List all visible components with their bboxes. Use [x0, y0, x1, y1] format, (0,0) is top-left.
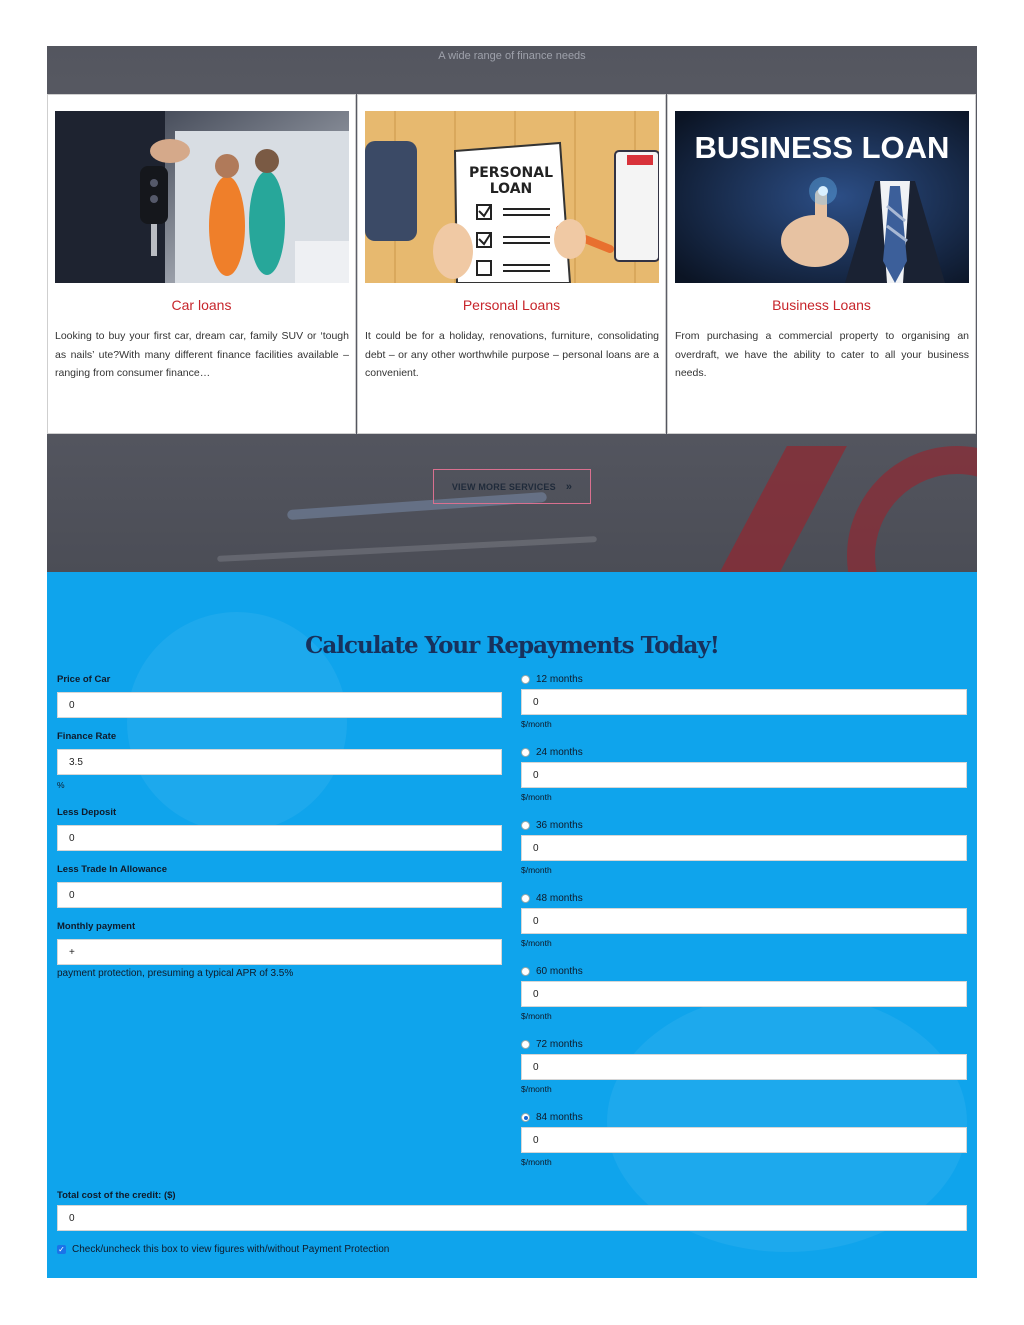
term-unit: $/month [521, 719, 552, 729]
trade-in-allowance-label: Less Trade In Allowance [57, 864, 167, 875]
term-option-12[interactable] [521, 674, 583, 685]
radio-button[interactable] [521, 748, 530, 757]
card-title[interactable]: Business Loans [772, 297, 871, 313]
radio-button[interactable] [521, 967, 530, 976]
repayment-calculator [47, 572, 977, 1278]
term-72-payment-field[interactable]: 0 [521, 1054, 967, 1080]
finance-rate-label: Finance Rate [57, 731, 117, 742]
total-cost-label: Total cost of the credit: ($) [57, 1190, 176, 1201]
trade-in-allowance-input[interactable]: 0 [57, 882, 502, 908]
card-description: Looking to buy your first car, dream car, family SUV or ‘tough as nails’ ute?With many different finance facilities available – ranging from consumer finance… [55, 330, 349, 379]
payment-protection-note: payment protection, presuming a typical APR of 3.5% [57, 968, 294, 979]
term-unit: $/month [521, 1084, 552, 1094]
business-loan-banner-text: BUSINESS LOAN [694, 130, 950, 165]
total-cost-input[interactable]: 0 [57, 1205, 967, 1231]
term-option-36[interactable] [521, 820, 583, 831]
radio-button[interactable] [521, 894, 530, 903]
view-more-services-label: VIEW MORE SERVICES [451, 481, 556, 492]
term-36-payment-field[interactable]: 0 [521, 835, 967, 861]
term-unit: $/month [521, 865, 552, 875]
personal-loan-illustration [365, 111, 659, 283]
term-label: 12 months [536, 674, 583, 685]
payment-protection-toggle[interactable] [57, 1244, 389, 1255]
price-of-car-label: Price of Car [57, 674, 111, 685]
card-description: From purchasing a commercial property to organising an overdraft, we have the ability to cater to all your business needs. [675, 330, 969, 379]
calculator-heading: Calculate Your Repayments Today! [305, 632, 719, 659]
term-84-payment-field[interactable]: 0 [521, 1127, 967, 1153]
business-loan-photo [675, 111, 969, 283]
background-red-stroke [707, 446, 847, 572]
term-option-24[interactable] [521, 747, 583, 758]
less-deposit-label: Less Deposit [57, 807, 117, 818]
monthly-payment-label: Monthly payment [57, 921, 136, 932]
term-unit: $/month [521, 938, 552, 948]
double-chevron-right-icon: » [565, 480, 573, 493]
term-option-72[interactable] [521, 1039, 583, 1050]
term-60-payment-field[interactable]: 0 [521, 981, 967, 1007]
radio-button-selected[interactable] [521, 1113, 530, 1122]
service-card-business-loans[interactable] [667, 94, 976, 434]
term-unit: $/month [521, 1157, 552, 1167]
view-more-services-button[interactable] [433, 469, 591, 504]
finance-rate-unit: % [57, 780, 65, 790]
term-12-payment-field[interactable]: 0 [521, 689, 967, 715]
monthly-payment-input[interactable]: + [57, 939, 502, 965]
term-48-payment-field[interactable]: 0 [521, 908, 967, 934]
term-label: 48 months [536, 893, 583, 904]
term-label: 72 months [536, 1039, 583, 1050]
term-label: 36 months [536, 820, 583, 831]
term-label: 24 months [536, 747, 583, 758]
term-label: 60 months [536, 966, 583, 977]
term-option-84[interactable] [521, 1112, 583, 1123]
card-description: It could be for a holiday, renovations, furniture, consolidating debt – or any other worthwhile purpose – personal loans are a convenient. [365, 330, 659, 379]
price-of-car-input[interactable]: 0 [57, 692, 502, 718]
service-card-car-loans[interactable] [47, 94, 356, 434]
term-option-60[interactable] [521, 966, 583, 977]
radio-button[interactable] [521, 821, 530, 830]
less-deposit-input[interactable]: 0 [57, 825, 502, 851]
background-pen-decoration [217, 536, 597, 562]
illustration-heading-line1: PERSONAL [468, 165, 554, 181]
card-title[interactable]: Personal Loans [462, 297, 561, 313]
background-red-ring [847, 446, 977, 572]
payment-protection-label: Check/uncheck this box to view figures with/without Payment Protection [72, 1244, 390, 1255]
service-card-personal-loans[interactable] [357, 94, 666, 434]
checkbox-checked-icon[interactable]: ✓ [58, 1245, 65, 1254]
services-section [47, 46, 977, 572]
radio-button[interactable] [521, 675, 530, 684]
car-keys-photo [55, 111, 349, 283]
term-unit: $/month [521, 1011, 552, 1021]
term-option-48[interactable] [521, 893, 583, 904]
term-unit: $/month [521, 792, 552, 802]
illustration-heading-line2: LOAN [489, 181, 533, 197]
finance-rate-input[interactable]: 3.5 [57, 749, 502, 775]
term-label: 84 months [536, 1112, 583, 1123]
radio-button[interactable] [521, 1040, 530, 1049]
card-title[interactable]: Car loans [171, 297, 232, 313]
services-subtitle: A wide range of finance needs [438, 50, 586, 62]
term-24-payment-field[interactable]: 0 [521, 762, 967, 788]
